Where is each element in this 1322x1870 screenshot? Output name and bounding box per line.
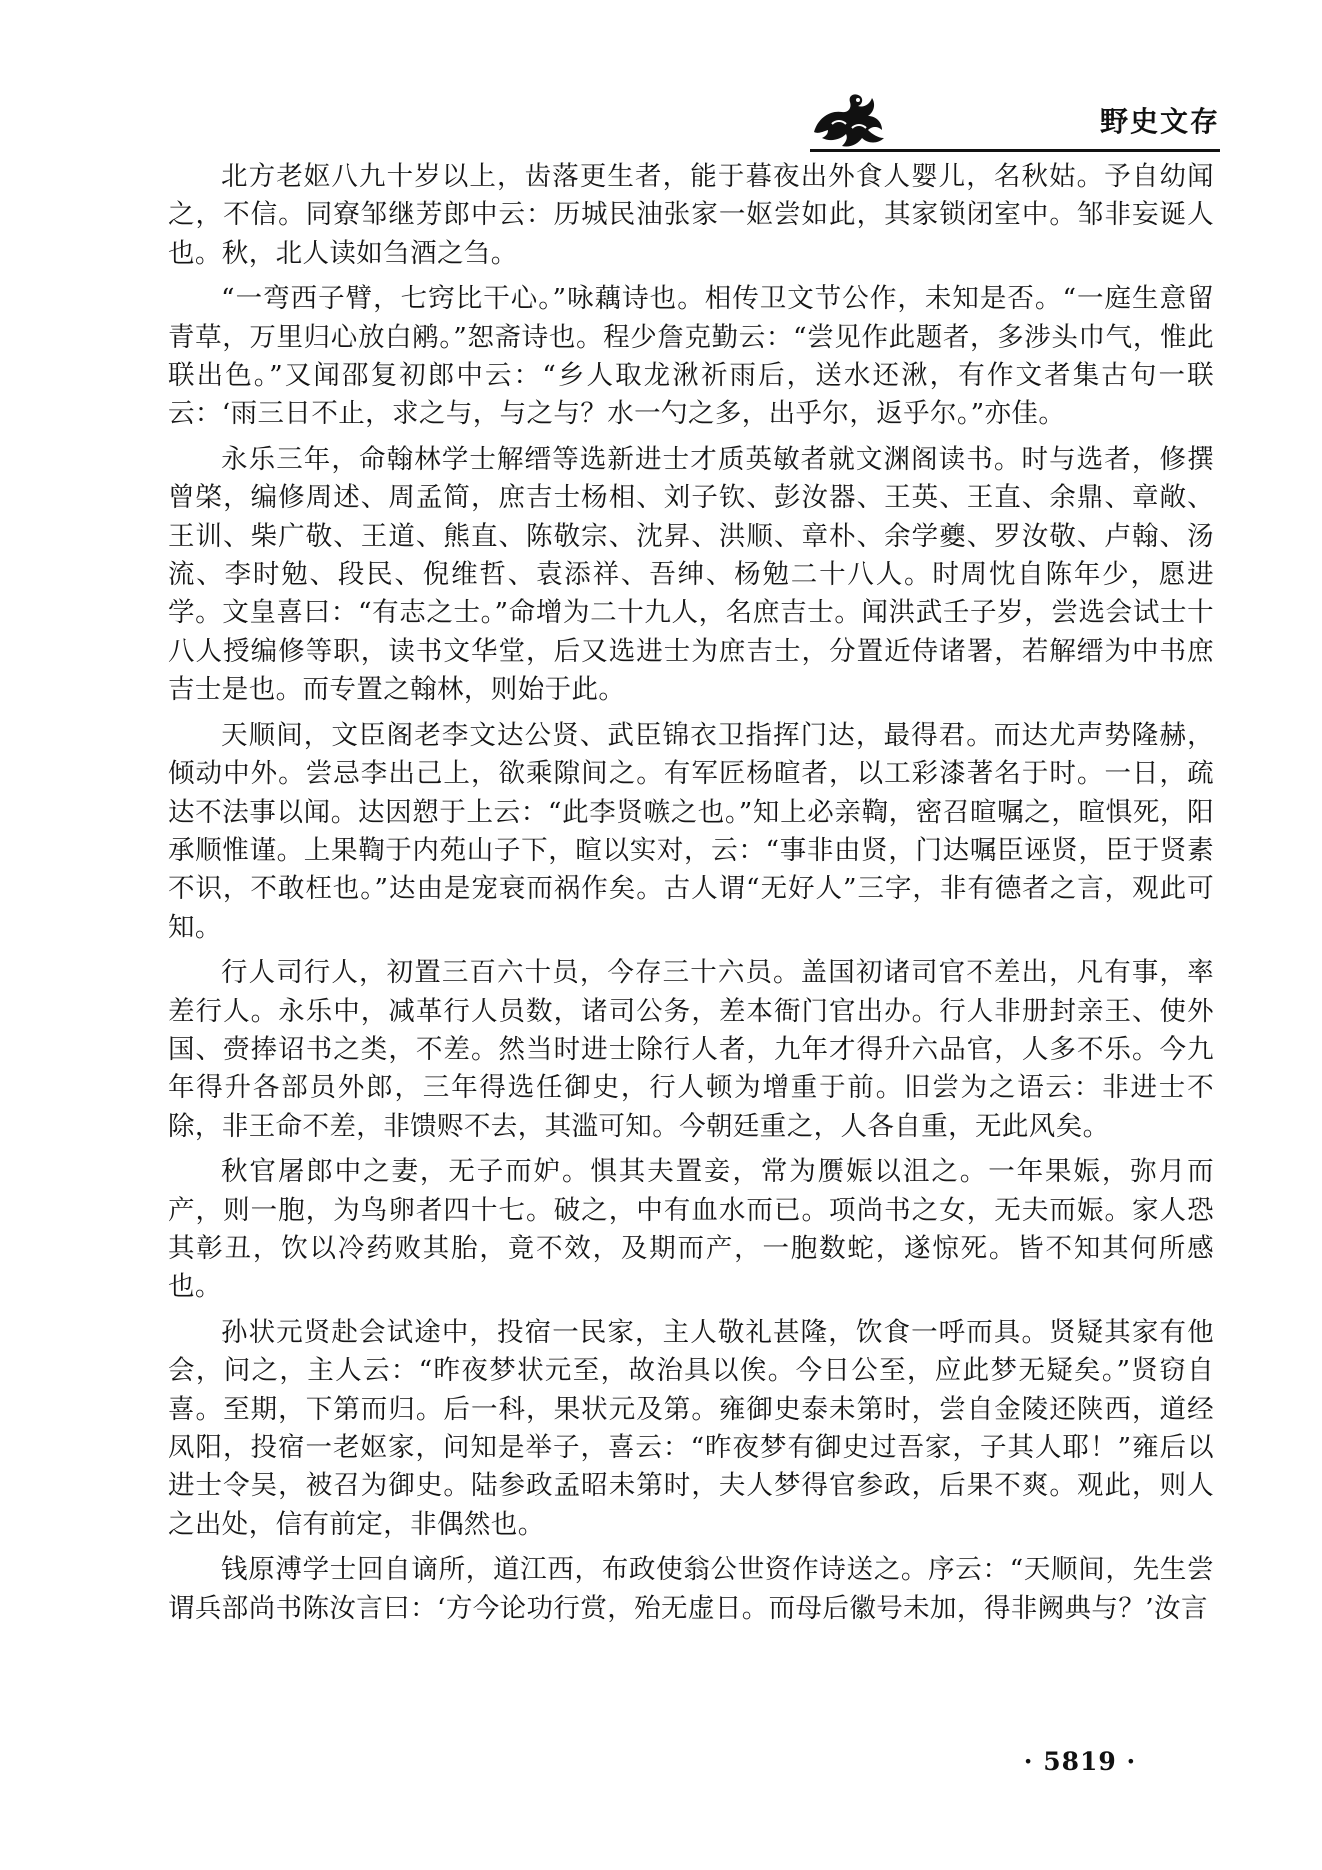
header-rule xyxy=(810,149,1220,152)
page-number: · 5819 · xyxy=(1023,1747,1137,1776)
page-header xyxy=(0,0,1322,160)
paragraph: 孙状元贤赴会试途中，投宿一民家，主人敬礼甚隆，饮食一呼而具。贤疑其家有他会，问之，主人云：“昨夜梦状元至，故治具以俟。今日公至，应此梦无疑矣。”贤窃自喜。至期，下第而归。后一科，果状元及第。雍御史泰未第时，尝自金陵还陕西，道经凤阳，投宿一老妪家，问知是举子，喜云：“昨夜梦有御史过吾家，子其人耶！”雍后以进士令吴，被召为御史。陆参政孟昭未第时，夫人梦得官参政，后果不爽。观此，则人之出处，信有前定，非偶然也。 xyxy=(168,1316,1214,1540)
paragraph: 行人司行人，初置三百六十员，今存三十六员。盖国初诸司官不差出，凡有事，率差行人。永乐中，减革行人员数，诸司公务，差本衙门官出办。行人非册封亲王、使外国、赍捧诏书之类，不差。然当时进士除行人者，九年才得升六品官，人多不乐。今九年得升各部员外郎，三年得选任御史，行人顿为增重于前。旧尝为之语云：非进士不除，非王命不差，非馈赆不去，其滥可知。今朝廷重之，人各自重，无此风矣。 xyxy=(168,957,1214,1142)
paragraph: 北方老妪八九十岁以上，齿落更生者，能于暮夜出外食人婴儿，名秋姑。予自幼闻之，不信。同寮邹继芳郎中云：历城民油张家一妪尝如此，其家锁闭室中。邹非妄诞人也。秋，北人读如刍酒之刍。 xyxy=(168,161,1214,269)
dragon-emblem-icon xyxy=(808,88,888,152)
paragraph: 天顺间，文臣阁老李文达公贤、武臣锦衣卫指挥门达，最得君。而达尤声势隆赫，倾动中外。尝忌李出己上，欲乘隙间之。有军匠杨暄者，以工彩漆著名于时。一日，疏达不法事以闻。达因愬于上云：“此李贤嗾之也。”知上必亲鞫，密召暄嘱之，暄惧死，阳承顺惟谨。上果鞫于内苑山子下，暄以实对，云：“事非由贤，门达嘱臣诬贤，臣于贤素不识，不敢枉也。”达由是宠衰而祸作矣。古人谓“无好人”三字，非有德者之言，观此可知。 xyxy=(168,719,1214,943)
paragraph: 永乐三年，命翰林学士解缙等选新进士才质英敏者就文渊阁读书。时与选者，修撰曾棨，编修周述、周孟简，庶吉士杨相、刘子钦、彭汝器、王英、王直、余鼎、章敞、王训、柴广敬、王道、熊直、陈敬宗、沈昇、洪顺、章朴、余学夔、罗汝敬、卢翰、汤流、李时勉、段民、倪维哲、袁添祥、吾绅、杨勉二十八人。时周忱自陈年少，愿进学。文皇喜曰：“有志之士。”命增为二十九人，名庶吉士。闻洪武壬子岁，尝选会试士十八人授编修等职，读书文华堂，后又选进士为庶吉士，分置近侍诸署，若解缙为中书庶吉士是也。而专置之翰林，则始于此。 xyxy=(168,443,1214,706)
running-header-title: 野史文存 xyxy=(1099,105,1220,138)
paragraph: 秋官屠郎中之妻，无子而妒。惧其夫置妾，常为赝娠以沮之。一年果娠，弥月而产，则一胞，为鸟卵者四十七。破之，中有血水而已。项尚书之女，无夫而娠。家人恐其彰丑，饮以冷药败其胎，竟不效，及期而产，一胞数蛇，遂惊死。皆不知其何所感也。 xyxy=(168,1156,1214,1303)
main-text xyxy=(168,158,1214,1635)
paragraph: “一弯西子臂，七窍比干心。”咏藕诗也。相传卫文节公作，未知是否。“一庭生意留青草，万里归心放白鹇。”恕斋诗也。程少詹克勤云：“尝见作此题者，多涉头巾气，惟此联出色。”又闻邵复初郎中云：“乡人取龙湫祈雨后，送水还湫，有作文者集古句一联云：‘雨三日不止，求之与，与之与？水一勺之多，出乎尔，返乎尔。”亦佳。 xyxy=(168,283,1214,430)
paragraph: 钱原溥学士回自谪所，道江西，布政使翁公世资作诗送之。序云：“天顺间，先生尝谓兵部尚书陈汝言曰：‘方今论功行赏，殆无虚日。而母后徽号未加，得非阙典与？’汝言 xyxy=(168,1554,1214,1624)
